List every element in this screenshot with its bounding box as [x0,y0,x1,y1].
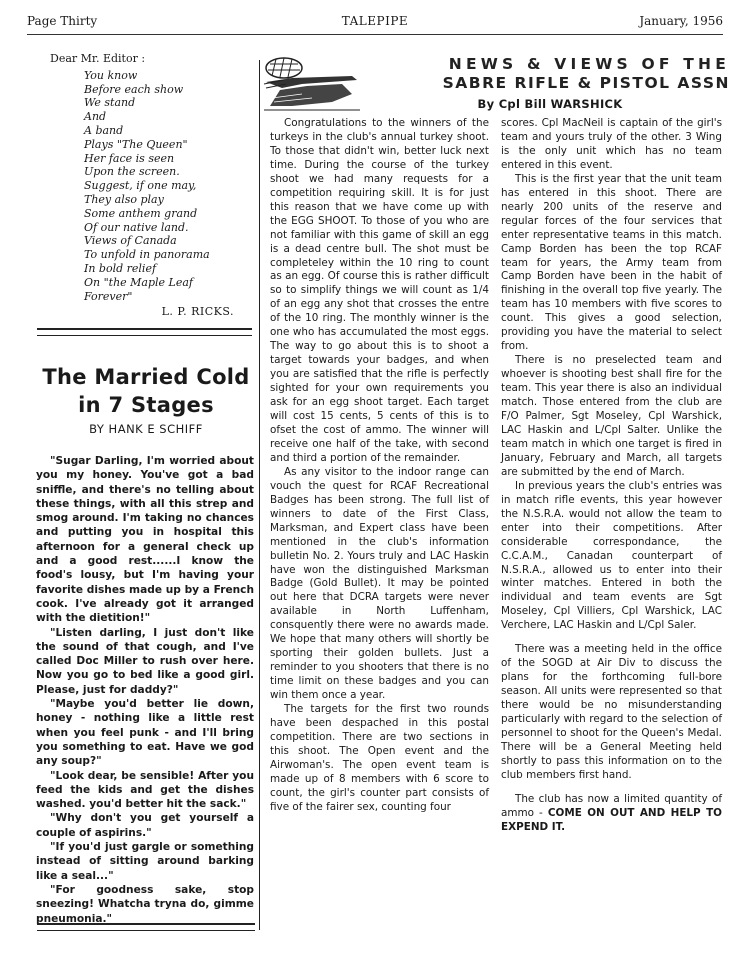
letter-to-editor [50,52,250,319]
publication-title: TALEPIPE [341,14,409,28]
paragraph: In previous years the club's entries was in match rifle events, this year however the N.S.R.A. would not allow the team to enter into their competitions. After considerable correspondance, the C.C.A.M., Canadan counterpart of N.S.R.A., allowed us to enter into their winter matches. Entered in both the individual and team events are Sgt Moseley, Cpl Villiers, Cpl Warshick, LAC Verchere, LAC Haskin and L/Cpl Saler. [501,479,722,632]
page-number: Page Thirty [27,14,98,28]
poem-line: Some anthem grand [84,206,198,220]
poem-line: Before each show [84,82,184,96]
paragraph: There was a meeting held in the office of the SOGD at Air Div to discuss the plans for the forthcoming full-bore season. All units were represented so that there would be no misunderstanding particularly with regard to the selection of personnel to shoot for the Queen's Medal. There will be a General Meeting held shortly to pass this information on to the club members first hand. [501,643,722,781]
rifle-article-middle-column [270,117,489,815]
title-line: SABRE RIFLE & PISTOL ASSN [442,74,730,92]
section-divider [37,328,252,336]
paragraph: As any visitor to the indoor range can vouch the quest for RCAF Recreational Badges has been strong. The full list of winners to date of the First Class, Marksman, and Expert class have been mentioned in the club's information bulletin No. 2. Yours truly and LAC Haskin have won the distinguished Marksman Badge (Gold Bullet). It may be pointed out here that DCRA targets were never available in North Luffenham, consquently there were no awards made. We hope that many others will shortly be sporting their golden bullets. Just a reminder to you shooters that there is no time limit on these badges and you can win them once a year. [270,465,489,702]
paragraph: "Maybe you'd better lie down, honey - nothing like a little rest when you feel punk - and I'll bring you something to eat. Have we god any soup?" [36,698,254,768]
married-cold-body [36,454,254,926]
poem-line: Suggest, if one may, [84,179,197,193]
paragraph: The targets for the first two rounds have been despached in this postal competition. There are two sections in this shoot. The Open event and the Airwoman's. The open event team is made up of 8 members with 6 score to count, the girl's counter part consists of five of the fairer sex, counting four [270,703,489,813]
poem-line: We stand [84,96,136,110]
poem-line: You know [84,68,138,82]
paragraph: "Sugar Darling, I'm worried about you my honey. You've got a bad sniffle, and there's no telling about these things, with all this strep and smog around. I'm taking no chances and putting you in hospital this afternoon for a general check up and a good rest......I know the food's lousy, but I'm having your favorite dishes made up by a French cook. I've already got it arranged with the dietition!" [36,455,254,625]
rifle-article-byline: By Cpl Bill WARSHICK [477,97,623,111]
poem-line: Forever" [84,289,133,303]
paragraph: "For goodness sake, stop sneezing! Whatcha tryna do, gimme pneumonia." [36,883,254,925]
title-line: NEWS & VIEWS OF THE [448,55,730,73]
paragraph: scores. Cpl MacNeil is captain of the girl's team and yours truly of the other. 3 Wing is the only unit which has no team entered in this event. [501,117,722,171]
poem-line: And [84,110,107,124]
title-line: in 7 Stages [78,393,214,417]
rifle-article-right-column [501,117,722,835]
closing-callout: COME ON OUT AND HELP TO EXPEND IT. [501,806,722,833]
poem-line: They also play [84,192,164,206]
poem-line: In bold relief [84,261,157,275]
poem-line: Views of Canada [84,234,177,248]
paragraph: "Why don't you get yourself a couple of aspirins." [36,812,254,839]
married-cold-byline: BY HANK E SCHIFF [89,422,203,436]
poem-signature: L. P. RICKS. [161,305,234,319]
poem-line: On "the Maple Leaf [84,275,194,289]
married-cold-title [27,363,265,419]
poem-line: A band [84,123,124,137]
letter-salutation: Dear Mr. Editor : [50,52,146,65]
issue-date: January, 1956 [639,14,723,28]
rifle-article-title [400,55,730,93]
paragraph: There is no preselected team and whoever is shooting best shall fire for the team. This year there is also an individual match. Those entered from the club are F/O Palmer, Sgt Moseley, Cpl Warshick, LAC Haskin and L/Cpl Salter. Unlike the team match in which one target is fired in January, February and March, all targets are submitted by the end of March. [501,354,722,478]
poem-line: Upon the screen. [84,165,180,179]
paragraph: "Look dear, be sensible! After you feed the kids and get the dishes washed. you'd better hit the sack." [36,769,254,811]
poem-line: Her face is seen [84,151,175,165]
closing-paragraph [501,793,722,835]
section-divider [37,923,255,931]
paragraph: This is the first year that the unit team has entered in this shoot. There are nearly 200 units of the reserve and regular forces of the four services that enter representative teams in this match. Camp Borden has been the top RCAF team for years, the Army team from Camp Borden have been in the habit of finishing in the overall top five yearly. The team has 10 members with five scores to count. This gives a good selection, providing you have the material to select from. [501,172,722,353]
paragraph: "If you'd just gargle or something instead of sitting around barking like a seal..." [36,841,254,882]
paragraph: "Listen darling, I just don't like the sound of that cough, and I've called Doc Miller to rush over here. Now you go to bed like a good girl. Please, just for daddy?" [36,626,254,696]
rifleman-illustration-icon [262,54,362,112]
header-rule [27,34,723,35]
poem-line: Plays "The Queen" [84,137,188,151]
poem-lines [84,69,250,304]
poem-line: To unfold in panorama [84,248,210,262]
column-rule [259,60,260,930]
page-header [27,14,723,34]
closing-text: The club has now a limited quantity of ammo - [501,792,722,819]
poem-line: Of our native land. [84,220,189,234]
paragraph: Congratulations to the winners of the turkeys in the club's annual turkey shoot. To those that didn't win, better luck next time. During the course of the turkey shoot we had many requests for a competition requiring skill. It is for just this reason that we have come up with the EGG SHOOT. To those of you who are not familiar with this game of skill an egg is a dead centre bull. The shot must be completeley within the 10 ring to count as an egg. Of course this is rather difficult so to simplify things we will count as 1/4 of an egg any shot that crosses the entre of the 10 ring. The monthly winner is the one who has accumulated the most eggs. The way to go about this is to shoot a target towards your badges, and when you are satisfied that the rifle is perfectly sighted for your own requirements you ask for an egg shoot target. Each target will cost 15 cents, 5 cents of this is to ofset the cost of ammo. The winner will receive one half of the take, with second and third a portion of the remainder. [270,117,489,464]
title-line: The Married Cold [42,365,250,389]
